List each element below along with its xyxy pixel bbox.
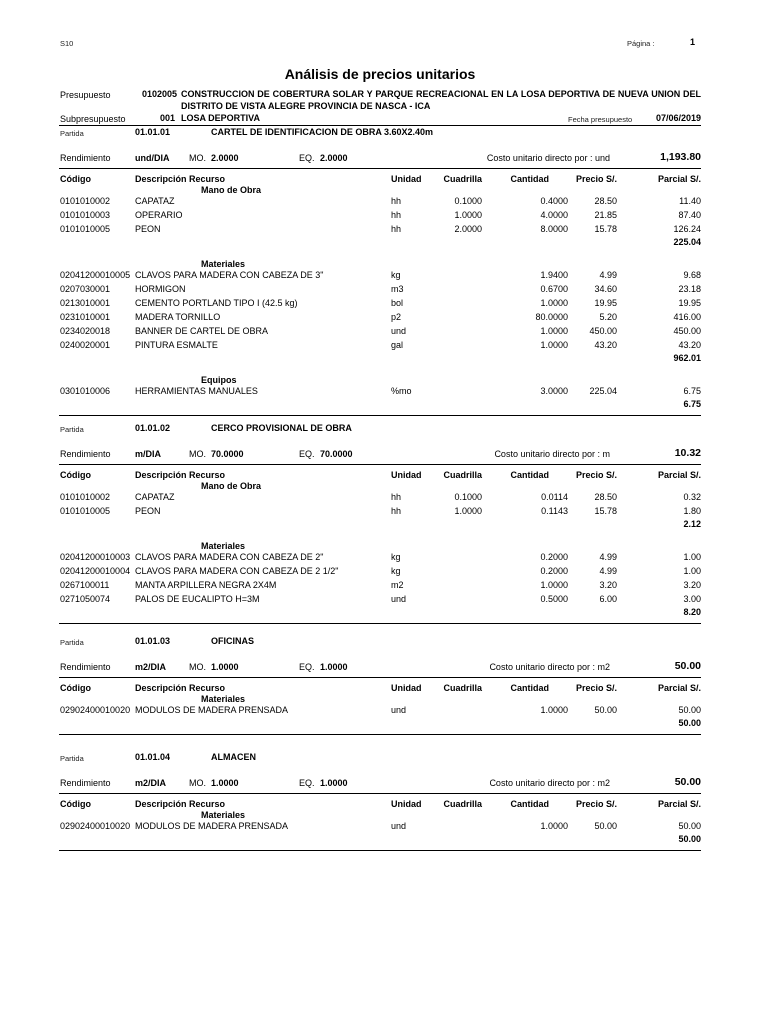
resource-description: PEON [135,224,161,234]
resource-unit: kg [391,270,401,280]
resource-code: 0101010005 [60,224,111,234]
mo-label: MO. [189,153,206,163]
resource-code: 0231010001 [60,312,111,322]
resource-code: 02902400010020 [60,821,131,831]
resource-description: PINTURA ESMALTE [135,340,218,350]
costo-unitario-label: Costo unitario directo por : und [486,153,610,163]
col-cantidad-header: Cantidad [510,174,549,184]
costo-unitario-value: 10.32 [674,447,701,459]
resource-parcial: 87.40 [678,210,701,220]
subpresupuesto-label: Subpresupuesto [60,114,126,124]
partida-end-divider [59,415,701,416]
resource-precio: 4.99 [599,552,617,562]
col-parcial-header: Parcial S/. [657,683,701,693]
resource-description: CAPATAZ [135,196,175,206]
resource-parcial: 50.00 [678,705,701,715]
resource-cantidad: 80.0000 [535,312,568,322]
costo-unitario-label: Costo unitario directo por : m [494,449,610,459]
partida-name: ALMACEN [211,752,256,762]
partida-end-divider [59,734,701,735]
col-precio-header: Precio S/. [575,470,617,480]
resource-cantidad: 1.0000 [540,705,568,715]
resource-cantidad: 0.5000 [540,594,568,604]
group-total: 2.12 [683,519,701,529]
resource-precio: 15.78 [594,224,617,234]
eq-value: 70.0000 [320,449,353,459]
resource-precio: 28.50 [594,196,617,206]
col-unidad-header: Unidad [391,799,422,809]
resource-unit: hh [391,492,402,502]
resource-parcial: 3.00 [683,594,701,604]
group-total: 50.00 [678,718,701,728]
mo-value: 1.0000 [211,662,239,672]
resource-parcial: 9.68 [683,270,701,280]
resource-cantidad: 0.0114 [541,492,568,502]
resource-code: 0101010002 [60,492,111,502]
group-title: Materiales [201,694,246,704]
resource-unit: und [391,821,407,831]
group-title: Mano de Obra [201,481,262,491]
partida-code: 01.01.02 [135,423,171,433]
resource-precio: 4.99 [599,270,617,280]
resource-cantidad: 1.0000 [540,580,568,590]
resource-parcial: 6.75 [683,386,701,396]
mo-value: 70.0000 [211,449,244,459]
resource-cantidad: 0.6700 [540,284,568,294]
group-title: Equipos [201,375,237,385]
mo-label: MO. [189,449,206,459]
resource-parcial: 43.20 [678,340,701,350]
resource-unit: p2 [391,312,402,322]
resource-code: 0213010001 [60,298,111,308]
resource-precio: 4.99 [599,566,617,576]
col-descripcion-header: Descripción Recurso [135,799,226,809]
resource-code: 02041200010003 [60,552,131,562]
resource-unit: kg [391,552,401,562]
resource-precio: 225.04 [589,386,617,396]
resource-description: MODULOS DE MADERA PRENSADA [135,705,289,715]
resource-parcial: 0.32 [683,492,701,502]
costo-unitario-value: 1,193.80 [660,151,701,163]
resource-precio: 19.95 [594,298,617,308]
partida-name: CERCO PROVISIONAL DE OBRA [211,423,352,433]
rendimiento-unit: m/DIA [135,449,162,459]
presupuesto-name-line2: DISTRITO DE VISTA ALEGRE PROVINCIA DE NASCA - ICA [181,101,431,111]
rendimiento-unit: m2/DIA [135,662,167,672]
col-unidad-header: Unidad [391,470,422,480]
resource-unit: kg [391,566,401,576]
col-descripcion-header: Descripción Recurso [135,683,226,693]
resource-description: MADERA TORNILLO [135,312,221,322]
fecha-value: 07/06/2019 [655,113,701,123]
resource-cantidad: 0.4000 [540,196,568,206]
rendimiento-label: Rendimiento [60,662,111,672]
presupuesto-code: 0102005 [142,89,178,99]
resource-precio: 28.50 [594,492,617,502]
presupuesto-label: Presupuesto [60,90,111,100]
resource-code: 0101010002 [60,196,111,206]
resource-precio: 6.00 [599,594,617,604]
partida-divider [59,168,701,169]
resource-cantidad: 4.0000 [540,210,568,220]
presupuesto-name-line1: CONSTRUCCION DE COBERTURA SOLAR Y PARQUE RECREACIONAL EN LA LOSA DEPORTIVA DE NUEVA UNION DEL [181,89,701,99]
resource-description: HORMIGON [135,284,186,294]
mo-value: 1.0000 [211,778,239,788]
resource-description: CAPATAZ [135,492,175,502]
resource-cuadrilla: 1.0000 [454,210,482,220]
page-number: 1 [690,37,696,47]
col-unidad-header: Unidad [391,174,422,184]
resource-cuadrilla: 0.1000 [454,196,482,206]
resource-parcial: 19.95 [678,298,701,308]
resource-parcial: 11.40 [679,196,701,206]
resource-precio: 3.20 [599,580,617,590]
partida-divider [59,464,701,465]
resource-parcial: 1.00 [683,566,701,576]
resource-description: CLAVOS PARA MADERA CON CABEZA DE 2" [135,552,324,562]
col-descripcion-header: Descripción Recurso [135,174,226,184]
resource-unit: hh [391,506,402,516]
resource-cantidad: 3.0000 [540,386,568,396]
col-codigo-header: Código [60,799,91,809]
resource-description: CEMENTO PORTLAND TIPO I (42.5 kg) [135,298,298,308]
resource-unit: gal [391,340,404,350]
resource-unit: hh [391,210,402,220]
group-title: Materiales [201,810,246,820]
partida-end-divider [59,850,701,851]
rendimiento-label: Rendimiento [60,449,111,459]
resource-cuadrilla: 0.1000 [454,492,482,502]
resource-description: MODULOS DE MADERA PRENSADA [135,821,289,831]
col-cuadrilla-header: Cuadrilla [443,799,482,809]
group-title: Mano de Obra [201,185,262,195]
resource-precio: 450.00 [589,326,617,336]
app-label: S10 [60,39,74,48]
resource-description: CLAVOS PARA MADERA CON CABEZA DE 3" [135,270,324,280]
resource-cantidad: 1.0000 [540,326,568,336]
col-unidad-header: Unidad [391,683,422,693]
resource-code: 02041200010005 [60,270,131,280]
resource-unit: m2 [391,580,404,590]
resource-description: OPERARIO [135,210,183,220]
group-total: 962.01 [673,353,701,363]
resource-cantidad: 1.0000 [540,340,568,350]
fecha-label: Fecha presupuesto [568,115,633,124]
resource-description: PALOS DE EUCALIPTO H=3M [135,594,260,604]
partida-code: 01.01.04 [135,752,171,762]
resource-code: 0101010005 [60,506,111,516]
resource-unit: und [391,594,407,604]
resource-unit: m3 [391,284,404,294]
resource-code: 02041200010004 [60,566,131,576]
partida-name: CARTEL DE IDENTIFICACION DE OBRA 3.60X2.40m [211,127,434,137]
resource-precio: 50.00 [594,821,617,831]
page-title: Análisis de precios unitarios [284,66,476,82]
resource-parcial: 416.00 [673,312,701,322]
partida-label: Partida [60,425,84,434]
resource-cuadrilla: 1.0000 [454,506,482,516]
resource-code: 0240020001 [60,340,111,350]
resource-cantidad: 8.0000 [540,224,568,234]
resource-parcial: 126.24 [673,224,701,234]
eq-value: 1.0000 [320,662,348,672]
resource-code: 0234020018 [60,326,111,336]
resource-code: 0207030001 [60,284,111,294]
partida-divider [59,793,701,794]
resource-unit: und [391,326,407,336]
partida-label: Partida [60,754,84,763]
col-codigo-header: Código [60,470,91,480]
resource-cantidad: 1.0000 [540,821,568,831]
col-cuadrilla-header: Cuadrilla [443,683,482,693]
resource-parcial: 50.00 [678,821,701,831]
resource-parcial: 1.80 [683,506,701,516]
resource-parcial: 3.20 [683,580,701,590]
subpresupuesto-name: LOSA DEPORTIVA [181,113,261,123]
col-codigo-header: Código [60,683,91,693]
col-precio-header: Precio S/. [575,174,617,184]
partida-code: 01.01.03 [135,636,171,646]
resource-unit: hh [391,224,402,234]
group-total: 50.00 [678,834,701,844]
resource-description: HERRAMIENTAS MANUALES [135,386,258,396]
group-total: 6.75 [683,399,701,409]
col-parcial-header: Parcial S/. [657,799,701,809]
resource-precio: 5.20 [599,312,617,322]
eq-label: EQ. [299,449,315,459]
resource-description: BANNER DE CARTEL DE OBRA [135,326,269,336]
resource-precio: 21.85 [594,210,617,220]
resource-cantidad: 1.9400 [540,270,568,280]
costo-unitario-label: Costo unitario directo por : m2 [489,662,610,672]
partida-code: 01.01.01 [135,127,171,137]
resource-code: 0271050074 [60,594,111,604]
col-parcial-header: Parcial S/. [657,174,701,184]
resource-description: MANTA ARPILLERA NEGRA 2X4M [135,580,277,590]
rendimiento-unit: m2/DIA [135,778,167,788]
resource-code: 02902400010020 [60,705,131,715]
resource-cantidad: 0.2000 [540,552,568,562]
eq-label: EQ. [299,662,315,672]
resource-cantidad: 1.0000 [540,298,568,308]
resource-parcial: 1.00 [683,552,701,562]
resource-unit: %mo [391,386,412,396]
resource-description: CLAVOS PARA MADERA CON CABEZA DE 2 1/2" [135,566,339,576]
resource-precio: 34.60 [594,284,617,294]
resource-parcial: 23.18 [678,284,701,294]
resource-precio: 15.78 [594,506,617,516]
resource-parcial: 450.00 [673,326,701,336]
mo-label: MO. [189,778,206,788]
partida-divider [59,677,701,678]
subpresupuesto-code: 001 [160,113,176,123]
col-cuadrilla-header: Cuadrilla [443,174,482,184]
col-precio-header: Precio S/. [575,683,617,693]
col-cantidad-header: Cantidad [510,470,549,480]
col-descripcion-header: Descripción Recurso [135,470,226,480]
eq-label: EQ. [299,153,315,163]
col-cuadrilla-header: Cuadrilla [443,470,482,480]
resource-code: 0267100011 [60,580,110,590]
partida-label: Partida [60,638,84,647]
resource-unit: hh [391,196,402,206]
page-label: Página : [627,39,655,48]
mo-label: MO. [189,662,206,672]
rendimiento-unit: und/DIA [135,153,170,163]
group-total: 225.04 [673,237,701,247]
costo-unitario-value: 50.00 [674,776,701,788]
resource-cuadrilla: 2.0000 [454,224,482,234]
col-precio-header: Precio S/. [575,799,617,809]
col-cantidad-header: Cantidad [510,683,549,693]
resource-precio: 43.20 [594,340,617,350]
group-title: Materiales [201,259,246,269]
group-title: Materiales [201,541,246,551]
costo-unitario-value: 50.00 [674,660,701,672]
partida-name: OFICINAS [211,636,255,646]
resource-cantidad: 0.1143 [541,506,568,516]
costo-unitario-label: Costo unitario directo por : m2 [489,778,610,788]
eq-value: 1.0000 [320,778,348,788]
partida-label: Partida [60,129,84,138]
resource-description: PEON [135,506,161,516]
header-divider [59,125,701,126]
rendimiento-label: Rendimiento [60,778,111,788]
eq-value: 2.0000 [320,153,348,163]
col-cantidad-header: Cantidad [510,799,549,809]
resource-code: 0101010003 [60,210,111,220]
group-total: 8.20 [683,607,701,617]
resource-code: 0301010006 [60,386,111,396]
resource-cantidad: 0.2000 [540,566,568,576]
partida-end-divider [59,623,701,624]
resource-unit: bol [391,298,404,308]
col-codigo-header: Código [60,174,91,184]
rendimiento-label: Rendimiento [60,153,111,163]
resource-precio: 50.00 [594,705,617,715]
mo-value: 2.0000 [211,153,239,163]
col-parcial-header: Parcial S/. [657,470,701,480]
resource-unit: und [391,705,407,715]
eq-label: EQ. [299,778,315,788]
